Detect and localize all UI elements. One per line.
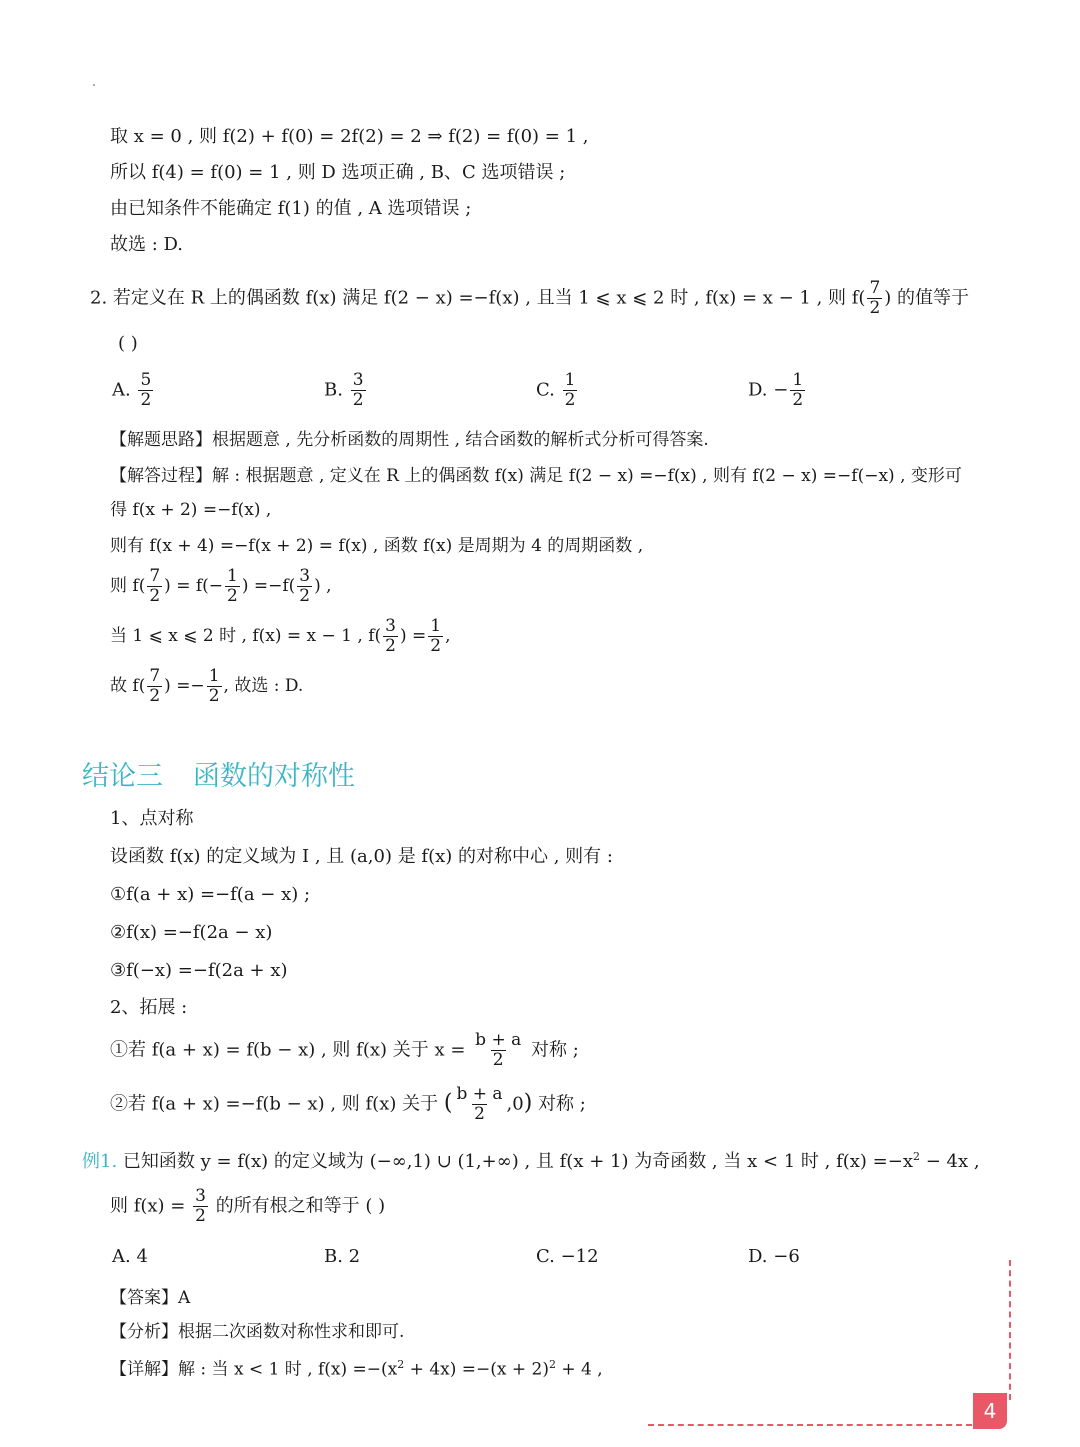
page-corner-dashes-horizontal [648, 1424, 972, 1426]
solution-line-4: 故选 : D. [110, 234, 184, 255]
q2-answer-paren: ( ) [118, 333, 138, 354]
q2-process-2: 得 f(x + 2) =−f(x) , [110, 500, 272, 520]
scan-dot [93, 84, 95, 86]
example-analysis: 【分析】根据二次函数对称性求和即可. [110, 1322, 405, 1342]
page-number: 4 [973, 1393, 1007, 1429]
section-paragraph-1: 设函数 f(x) 的定义域为 I , 且 (a,0) 是 f(x) 的对称中心 , 则有 : [110, 846, 613, 867]
example-option-c[interactable]: C. −12 [536, 1246, 599, 1267]
q2-option-b[interactable]: B. $\frac{3}{2}$ [324, 370, 364, 410]
q2-process-3: 则有 f(x + 4) =−f(x + 2) = f(x) , 函数 f(x) 是周期为 4 的周期函数 , [110, 536, 644, 556]
example-option-a[interactable]: A. 4 [112, 1246, 148, 1267]
q2-process-1: 【解答过程】解 : 根据题意 , 定义在 R 上的偶函数 f(x) 满足 f(2 − x) =−f(x) , 则有 f(2 − x) =−f(−x) , 变形可 [110, 466, 962, 486]
property-item-3: ③f(−x) =−f(2a + x) [110, 960, 288, 981]
extension-item-2: ②若 f(a + x) =−f(b − x) , 则 f(x) 关于 ( $\frac{b + a}{2}$ ,0) 对称 ; [110, 1084, 586, 1124]
solution-line-1: 取 x = 0 , 则 f(2) + f(0) = 2f(2) = 2 ⇒ f(2) = f(0) = 1 , [110, 126, 589, 147]
q2-process-4: 则 f( $\frac{7}{2}$ ) = f(− $\frac{1}{2}$ ) =−f( $\frac{3}{2}$ ) , [110, 566, 332, 606]
property-item-2: ②f(x) =−f(2a − x) [110, 922, 273, 943]
fraction: $\frac{7}{2}$ [869, 278, 881, 318]
example-tag: 例1. [82, 1151, 118, 1172]
q2-process-5: 当 1 ⩽ x ⩽ 2 时 , f(x) = x − 1 , f( $\frac{3}{2}$ ) = $\frac{1}{2}$ , [110, 616, 451, 656]
q2-process-6: 故 f( $\frac{7}{2}$ ) =− $\frac{1}{2}$ , 故选 : D. [110, 666, 304, 706]
q2-idea: 【解题思路】根据题意 , 先分析函数的周期性 , 结合函数的解析式分析可得答案. [110, 430, 709, 450]
page-corner-dashes-vertical [1009, 1260, 1011, 1400]
example-1-line-1: 例1. 已知函数 y = f(x) 的定义域为 (−∞,1) ∪ (1,+∞) , 且 f(x + 1) 为奇函数 , 当 x < 1 时 , $f(x) =-x^2 - 4x$ , [82, 1150, 980, 1172]
solution-line-2: 所以 f(4) = f(0) = 1 , 则 D 选项正确 , B、C 选项错误 ; [110, 162, 566, 183]
section-title: 结论三 函数的对称性 [82, 761, 355, 792]
q2-stem: 2. 若定义在 R 上的偶函数 f(x) 满足 f(2 − x) =−f(x) , 且当 1 ⩽ x ⩽ 2 时 , f(x) = x − 1 , 则 f( $\frac{7}{2}$ ) 的值等于 [90, 278, 970, 318]
extension-item-1: ①若 f(a + x) = f(b − x) , 则 f(x) 关于 x = $\frac{b + a}{2}$ 对称 ; [110, 1030, 579, 1070]
solution-line-3: 由已知条件不能确定 f(1) 的值 , A 选项错误 ; [110, 198, 472, 219]
example-answer: 【答案】A [110, 1288, 191, 1308]
example-1-line-2: 则 f(x) = $\frac{3}{2}$ 的所有根之和等于 ( ) [110, 1186, 386, 1226]
q2-option-a[interactable]: A. $\frac{5}{2}$ [112, 370, 152, 410]
property-item-1: ①f(a + x) =−f(a − x) ; [110, 884, 311, 905]
section-sub-1: 1、点对称 [110, 808, 194, 829]
example-detail: 【详解】解 : 当 x < 1 时 , $f(x) =-(x^2 + 4x) =-(x + 2)^2 + 4$ , [110, 1358, 603, 1380]
q2-option-d[interactable]: D. − $\frac{1}{2}$ [748, 370, 804, 410]
example-option-b[interactable]: B. 2 [324, 1246, 361, 1267]
q2-option-c[interactable]: C. $\frac{1}{2}$ [536, 370, 576, 410]
example-option-d[interactable]: D. −6 [748, 1246, 800, 1267]
section-sub-2: 2、拓展 : [110, 997, 188, 1018]
